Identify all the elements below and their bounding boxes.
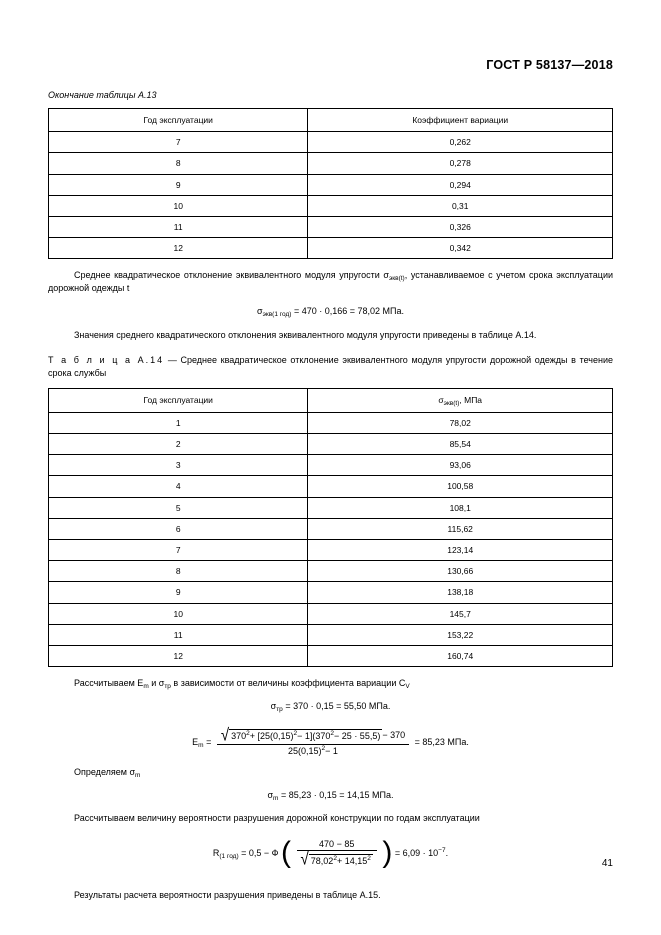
table-a14-title: Т а б л и ц а А.14 — Среднее квадратическое отклонение эквивалентного модуля упругости дорожной одежды в течение срока службы — [48, 354, 613, 378]
subscript: экв(1 год) — [262, 311, 292, 319]
paragraph-probability: Рассчитываем величину вероятности разрушения дорожной конструкции по годам эксплуатации — [74, 813, 480, 824]
cell-value: 0,342 — [308, 238, 613, 259]
page-number: 41 — [601, 858, 613, 869]
cell-year: 11 — [49, 216, 308, 237]
cell-value: 0,262 — [308, 132, 613, 153]
superscript: 2 — [293, 730, 298, 738]
subscript: экв(t) — [443, 400, 460, 408]
formula-sigma-m: $\sigma_m = 85,23 \cdot 0,15 = 14,15$ МПа. — [267, 789, 394, 802]
cell-value: 93,06 — [308, 455, 613, 476]
cell-year: 5 — [49, 497, 308, 518]
table-a14-label: Т а б л и ц а А.14 — [48, 354, 165, 365]
cell-value: 108,1 — [308, 497, 613, 518]
square-root: √ $370^2+ [25(0,15)^2- 1](370^2- 25 \cdot 55,5)$ — [220, 725, 381, 745]
cell-year: 1 — [49, 412, 308, 433]
subscript: тр — [164, 683, 171, 691]
cell-year: 9 — [49, 582, 308, 603]
table-row — [49, 132, 613, 153]
table-row — [49, 195, 613, 216]
cell-value: 0,294 — [308, 174, 613, 195]
cell-value: 123,14 — [308, 539, 613, 560]
table-row — [49, 434, 613, 455]
paragraph-determine-sigma-m: Определяем $\sigma_m$ — [74, 766, 141, 779]
table-row — [49, 216, 613, 237]
table-a13 — [48, 108, 613, 259]
paragraph-values-ref: Значения среднего квадратического отклонения эквивалентного модуля упругости приведены в таблице А.14. — [74, 329, 537, 340]
table-row — [49, 497, 613, 518]
fraction: $\frac{√ 370^2+ [25(0,15)^2- 1](370^2- 25 \cdot 55,5) - 370}{25(0,15)^2- 1}$ — [217, 728, 409, 756]
subscript: m — [143, 683, 149, 691]
cell-value: 153,22 — [308, 624, 613, 645]
cell-value: 85,54 — [308, 434, 613, 455]
cell-year: 11 — [49, 624, 308, 645]
table-row — [49, 412, 613, 433]
subscript: тр — [276, 706, 283, 714]
cell-value: 130,66 — [308, 561, 613, 582]
table-row — [49, 624, 613, 645]
page-header: ГОСТ Р 58137—2018 — [486, 58, 613, 72]
formula-sigma-1-year: $\sigma_{экв(1 год)} = 470 \cdot 0,166 = 78,02$ МПа. — [257, 306, 404, 319]
table-row — [49, 174, 613, 195]
cell-year: 3 — [49, 455, 308, 476]
superscript: 2 — [367, 854, 371, 862]
table-a14 — [48, 388, 613, 667]
cell-year: 7 — [49, 132, 308, 153]
cell-value: 145,7 — [308, 603, 613, 624]
page-content — [48, 90, 613, 902]
table-row — [49, 582, 613, 603]
subscript: (1 год) — [219, 853, 239, 861]
column-header-year: Год эксплуатации — [49, 389, 308, 413]
subscript: m — [273, 794, 279, 802]
paragraph-calculate-em: Рассчитываем $E_m$ и $\sigma_{тр}$ в зависимости от величины коэффициента вариации $C_V$ — [74, 678, 410, 691]
superscript: 2 — [321, 744, 326, 752]
table-row — [49, 518, 613, 539]
cell-value: 0,31 — [308, 195, 613, 216]
cell-year: 2 — [49, 434, 308, 455]
cell-year: 6 — [49, 518, 308, 539]
formula-em: $E_m$ = $\frac{√ 370^2+ [25(0,15)^2- 1](370^2- 25 \cdot 55,5) - 370}{25(0,15)^2- 1}$ = 85,23 МПа. — [192, 725, 469, 756]
cell-year: 10 — [49, 603, 308, 624]
table-row — [49, 153, 613, 174]
cell-value: 78,02 — [308, 412, 613, 433]
cell-value: 138,18 — [308, 582, 613, 603]
right-paren: ) — [382, 836, 393, 870]
subscript: V — [405, 683, 410, 691]
cell-year: 8 — [49, 561, 308, 582]
column-header-sigma: $\sigma_{экв(t)}$, МПа — [308, 389, 613, 413]
cell-year: 12 — [49, 238, 308, 259]
fraction: $\frac{470 - 85}{√ 78,02^2+ 14,15^2}$ — [297, 839, 377, 867]
table-row — [49, 238, 613, 259]
cell-year: 10 — [49, 195, 308, 216]
paragraph-results-ref: Результаты расчета вероятности разрушения приведены в таблице А.15. — [74, 890, 381, 901]
paragraph-sigma-definition: Среднее квадратическое отклонение эквивалентного модуля упругости $\sigma_{экв(t)}$, устанавливаемое с учетом срока эксплуатации дорожной одежды t — [48, 270, 613, 294]
table-a13-caption: Окончание таблицы А.13 — [48, 90, 157, 100]
table-row — [49, 539, 613, 560]
cell-year: 4 — [49, 476, 308, 497]
cell-year: 7 — [49, 539, 308, 560]
cell-value: 0,326 — [308, 216, 613, 237]
superscript: 2 — [246, 730, 250, 738]
table-row — [49, 455, 613, 476]
cell-value: 160,74 — [308, 645, 613, 666]
cell-value: 0,278 — [308, 153, 613, 174]
formula-probability: $R_{(1 год)} = 0,5 - Ф$ ( $\frac{470 - 85}{√ 78,02^2+ 14,15^2}$ ) = $6,09 \cdot 10^{-7}$. — [212, 836, 449, 870]
column-header-variation: Коэффициент вариации — [308, 109, 613, 132]
table-row — [49, 389, 613, 413]
superscript: 2 — [330, 730, 335, 738]
cell-year: 9 — [49, 174, 308, 195]
table-row — [49, 109, 613, 132]
subscript: m — [135, 771, 141, 779]
square-root: √ $78,02^2+ 14,15^2$ — [300, 849, 371, 870]
superscript: 2 — [333, 854, 337, 862]
left-paren: ( — [281, 836, 292, 870]
table-row — [49, 645, 613, 666]
table-row — [49, 603, 613, 624]
cell-year: 8 — [49, 153, 308, 174]
table-row — [49, 476, 613, 497]
cell-value: 100,58 — [308, 476, 613, 497]
subscript: экв(t) — [388, 275, 405, 283]
table-row — [49, 561, 613, 582]
subscript: m — [198, 741, 204, 749]
cell-value: 115,62 — [308, 518, 613, 539]
superscript: −7 — [438, 847, 446, 855]
formula-sigma-tr: $\sigma_{тр} = 370 \cdot 0,15 = 55,50$ МПа. — [270, 701, 391, 714]
column-header-year: Год эксплуатации — [49, 109, 308, 132]
cell-year: 12 — [49, 645, 308, 666]
